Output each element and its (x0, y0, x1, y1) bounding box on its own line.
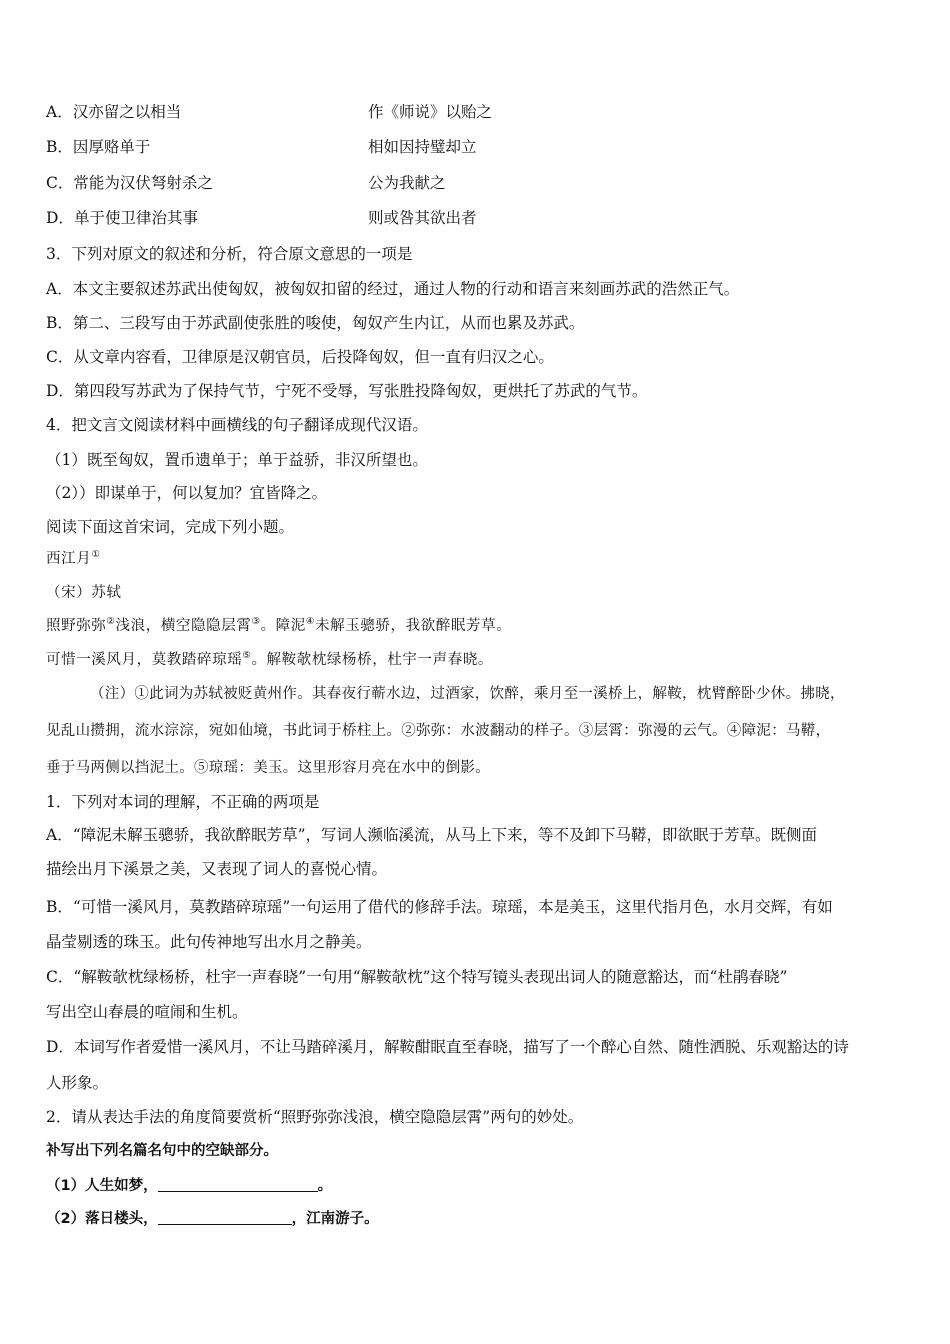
fill-blank-item-1 (46, 1176, 916, 1196)
question-3-option-d: D．第四段写苏武为了保持气节，宁死不受辱，写张胜投降匈奴，更烘托了苏武的气节。 (46, 382, 648, 400)
poem-question-1-option-b-line-2: 晶莹剔透的珠玉。此句传神地写出水月之静美。 (46, 933, 372, 951)
poem-question-1-option-c-line-2: 写出空山春晨的喧闹和生机。 (46, 1003, 248, 1021)
question-3-option-b: B．第二、三段写由于苏武副使张胜的唆使，匈奴产生内讧，从而也累及苏武。 (46, 314, 585, 332)
poem-question-1-option-d-line-1: D．本词写作者爱惜一溪风月，不让马踏碎溪月，解鞍酣眠直至春晓，描写了一个醉心自然、随性洒脱、乐观豁达的诗 (46, 1038, 849, 1056)
option-left-text: 常能为汉伏弩射杀之 (73, 174, 213, 192)
poem-line-1 (46, 616, 916, 636)
fill-blank-title: 补写出下列名篇名句中的空缺部分。 (46, 1143, 278, 1159)
option-left-text: 单于使卫律治其事 (73, 209, 198, 227)
question-3-stem: 3．下列对原文的叙述和分析，符合原文意思的一项是 (46, 245, 413, 263)
option-row-a (46, 102, 916, 122)
footnote-marker: ⑤ (242, 650, 252, 661)
option-right-text: 则或咎其欲出者 (368, 209, 477, 227)
fill-blank-prefix: （2）落日楼头， (46, 1211, 158, 1227)
question-3-option-a: A．本文主要叙述苏武出使匈奴，被匈奴扣留的经过，通过人物的行动和语言来刻画苏武的浩然正气。 (46, 280, 740, 298)
footnote-marker: ③ (251, 616, 261, 627)
fill-blank-item-2 (46, 1209, 916, 1229)
poem-question-1-option-c-line-1: C．“解鞍欹枕绿杨桥，杜宇一声春晓”一句用“解鞍欹枕”这个特写镜头表现出词人的随意豁达，而“杜鹃春晓” (46, 968, 788, 986)
fill-blank-suffix: ，江南游子。 (291, 1211, 379, 1227)
fill-blank-suffix: 。 (317, 1178, 333, 1194)
poem-text: 。障泥 (260, 618, 306, 634)
option-row-d (46, 208, 916, 228)
poem-question-1-option-d-line-2: 人形象。 (46, 1074, 109, 1092)
option-right-text: 作《师说》以贻之 (368, 103, 493, 121)
question-4-stem: 4．把文言文阅读材料中画横线的句子翻译成现代汉语。 (46, 416, 428, 434)
poem-notes-line-1: （注）①此词为苏轼被贬黄州作。其春夜行蕲水边，过酒家，饮醉，乘月至一溪桥上，解鞍，枕臂醉卧少休。拂晓， (90, 686, 845, 702)
poem-title (46, 549, 916, 569)
poem-question-1-option-b-line-1: B．“可惜一溪风月，莫教踏碎琼瑶”一句运用了借代的修辞手法。琼瑶，本是美玉，这里代指月色，水月交辉，有如 (46, 898, 833, 916)
question-4-item-2: （2））即谋单于，何以复加？宜皆降之。 (46, 484, 328, 502)
option-right-text: 相如因持璧却立 (368, 138, 477, 156)
option-letter: D． (46, 209, 74, 227)
poem-title-text: 西江月 (46, 551, 92, 567)
footnote-marker: ② (106, 616, 116, 627)
poem-text: 浅浪，横空隐隐层霄 (115, 618, 252, 634)
poem-notes-line-3: 垂于马两侧以挡泥土。⑤琼瑶：美玉。这里形容月亮在水中的倒影。 (46, 760, 490, 776)
poem-author: （宋）苏轼 (46, 585, 122, 601)
footnote-marker: ① (91, 549, 101, 560)
poem-question-1-option-a-line-1: A．“障泥未解玉骢骄，我欲醉眠芳草”，写词人濒临溪流，从马上下来，等不及卸下马鞯，即欲眠于芳草。既侧面 (46, 826, 818, 844)
question-4-item-1: （1）既至匈奴，置币遗单于；单于益骄，非汉所望也。 (46, 451, 428, 469)
option-letter: B． (46, 138, 73, 156)
poem-text: 照野弥弥 (46, 618, 107, 634)
poem-question-2: 2．请从表达手法的角度简要赏析“照野弥弥浅浪，横空隐隐层霄”两句的妙处。 (46, 1108, 584, 1126)
footnote-marker: ④ (305, 616, 315, 627)
fill-blank-prefix: （1）人生如梦， (46, 1178, 158, 1194)
poem-text: 未解玉骢骄，我欲醉眠芳草。 (315, 618, 512, 634)
option-right-text: 公为我献之 (368, 174, 446, 192)
poem-line-2 (46, 650, 916, 670)
option-left-text: 因厚赂单于 (72, 138, 151, 156)
poem-question-1-stem: 1．下列对本词的理解，不正确的两项是 (46, 793, 320, 811)
option-row-c (46, 173, 916, 193)
option-left-text: 汉亦留之以相当 (72, 103, 182, 121)
option-row-b (46, 137, 916, 157)
poem-notes-line-2: 见乱山攒拥，流水淙淙，宛如仙境，书此词于桥柱上。②弥弥：水波翻动的样子。③层霄：弥漫的云气。④障泥：马鞯， (46, 723, 831, 739)
option-letter: C． (46, 174, 74, 192)
question-3-option-c: C．从文章内容看，卫律原是汉朝官员，后投降匈奴，但一直有归汉之心。 (46, 348, 554, 366)
poem-text: 可惜一溪风月，莫教踏碎琼瑶 (46, 652, 243, 668)
poem-text: 。解鞍欹枕绿杨桥，杜宇一声春晓。 (251, 652, 494, 668)
poem-intro: 阅读下面这首宋词，完成下列小题。 (46, 518, 295, 536)
answer-blank[interactable] (158, 1176, 318, 1192)
poem-question-1-option-a-line-2: 描绘出月下溪景之美，又表现了词人的喜悦心情。 (46, 860, 388, 878)
option-letter: A． (46, 103, 73, 121)
answer-blank[interactable] (158, 1209, 292, 1225)
